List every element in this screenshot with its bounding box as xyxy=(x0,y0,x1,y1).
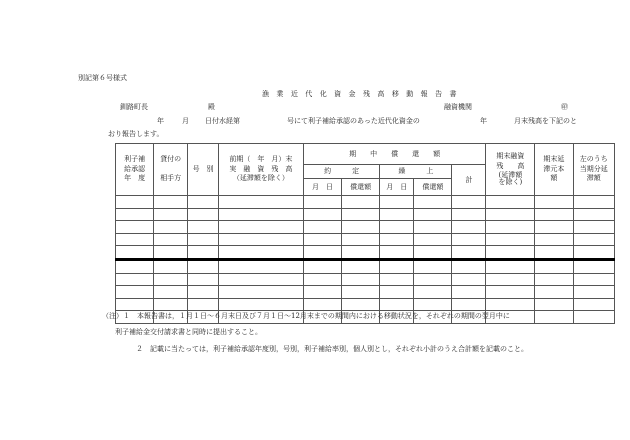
table-cell xyxy=(342,233,380,246)
table-cell xyxy=(380,298,414,311)
honorific: 殿 xyxy=(208,103,215,111)
table-cell xyxy=(414,259,452,273)
header-scheduled-amount: 償還額 xyxy=(342,179,380,196)
table-cell xyxy=(218,273,303,286)
header-borrower: 貸付の 相手方 xyxy=(154,144,188,196)
table-cell xyxy=(188,273,219,286)
table-cell xyxy=(188,259,219,273)
table-row xyxy=(116,208,615,221)
table-row xyxy=(116,233,615,246)
table-cell xyxy=(218,286,303,299)
header-end-balance: 期末融資 残 高 (延滞額 を除く) xyxy=(486,144,535,196)
note-1-line-1: （注）１ 本報告書は，１月１日～６月末日及び７月１日～12月末までの期間内における移動状況を，それぞれの期間の翌月中に xyxy=(102,312,510,320)
table-cell xyxy=(188,233,219,246)
table-cell xyxy=(154,298,188,311)
addressee: 釧路町長 xyxy=(120,103,148,111)
table-cell xyxy=(154,286,188,299)
table-cell xyxy=(486,286,535,299)
table-cell xyxy=(573,298,615,311)
body-year: 年 xyxy=(157,117,164,125)
table-cell xyxy=(154,233,188,246)
table-cell xyxy=(535,273,573,286)
table-cell xyxy=(218,208,303,221)
form-number: 別記第６号様式 xyxy=(78,74,127,82)
seal-mark: ㊞ xyxy=(561,103,568,111)
table-cell xyxy=(218,196,303,209)
table-cell xyxy=(342,196,380,209)
table-cell xyxy=(414,208,452,221)
body-month-end: 月末残高を下記のと xyxy=(514,117,577,125)
table-cell xyxy=(414,246,452,260)
table-cell xyxy=(535,246,573,260)
table-cell xyxy=(573,221,615,234)
table-cell xyxy=(116,259,154,273)
table-cell xyxy=(342,246,380,260)
table-cell xyxy=(414,273,452,286)
table-cell xyxy=(218,233,303,246)
table-cell xyxy=(342,273,380,286)
table-cell xyxy=(452,259,486,273)
table-cell xyxy=(380,221,414,234)
table-cell xyxy=(535,286,573,299)
table-cell xyxy=(486,273,535,286)
body-line-2: おり報告します。 xyxy=(108,130,164,138)
table-cell xyxy=(452,196,486,209)
table-row xyxy=(116,221,615,234)
table-cell xyxy=(573,286,615,299)
table-cell xyxy=(342,208,380,221)
table-cell xyxy=(303,298,341,311)
table-cell xyxy=(486,233,535,246)
table-cell xyxy=(452,298,486,311)
table-cell xyxy=(380,273,414,286)
table-cell xyxy=(342,286,380,299)
table-cell xyxy=(154,246,188,260)
note-1-line-2: 利子補給金交付請求書と同時に提出すること。 xyxy=(115,328,262,336)
header-total: 計 xyxy=(452,165,486,196)
table-cell xyxy=(486,208,535,221)
table-cell xyxy=(573,246,615,260)
table-cell xyxy=(535,311,573,324)
table-cell xyxy=(535,259,573,273)
table-cell xyxy=(303,221,341,234)
header-number: 号 別 xyxy=(188,144,219,196)
table-cell xyxy=(342,259,380,273)
table-cell xyxy=(188,286,219,299)
table-cell xyxy=(380,233,414,246)
table-row xyxy=(116,298,615,311)
table-cell xyxy=(188,196,219,209)
table-cell xyxy=(414,298,452,311)
table-cell xyxy=(116,208,154,221)
table-cell xyxy=(573,259,615,273)
table-cell xyxy=(154,221,188,234)
table-cell xyxy=(414,233,452,246)
table-cell xyxy=(380,208,414,221)
table-cell xyxy=(188,208,219,221)
table-cell xyxy=(535,233,573,246)
table-cell xyxy=(486,298,535,311)
body-middle: 号にて利子補給承認のあった近代化資金の xyxy=(287,117,420,125)
table-cell xyxy=(218,298,303,311)
table-cell xyxy=(486,196,535,209)
table-cell xyxy=(486,221,535,234)
table-cell xyxy=(116,286,154,299)
header-period-repayment: 期 中 償 還 額 xyxy=(303,144,486,165)
table-cell xyxy=(452,233,486,246)
report-table xyxy=(115,143,615,324)
table-cell xyxy=(535,221,573,234)
table-cell xyxy=(452,221,486,234)
table-cell xyxy=(218,221,303,234)
table-cell xyxy=(116,221,154,234)
body-month: 月 xyxy=(182,117,189,125)
table-cell xyxy=(380,196,414,209)
table-cell xyxy=(414,286,452,299)
table-cell xyxy=(188,221,219,234)
table-cell xyxy=(154,273,188,286)
table-cell xyxy=(188,298,219,311)
table-cell xyxy=(303,233,341,246)
table-cell xyxy=(154,208,188,221)
table-cell xyxy=(414,221,452,234)
table-cell xyxy=(218,259,303,273)
table-cell xyxy=(380,259,414,273)
table-row xyxy=(116,273,615,286)
table-cell xyxy=(535,196,573,209)
body-year-2: 年 xyxy=(480,117,487,125)
header-overdue-principal: 期末延 滞元本 額 xyxy=(535,144,573,196)
header-current-overdue: 左のうち 当期分延 滞額 xyxy=(573,144,615,196)
table-cell xyxy=(188,246,219,260)
table-cell xyxy=(154,196,188,209)
table-cell xyxy=(303,208,341,221)
table-cell xyxy=(116,273,154,286)
table-cell xyxy=(303,246,341,260)
bank-label: 融資機関 xyxy=(444,103,472,111)
header-early: 繰 上 xyxy=(380,165,452,179)
table-row xyxy=(116,196,615,209)
table-row xyxy=(116,246,615,260)
header-early-date: 月 日 xyxy=(380,179,414,196)
table-cell xyxy=(303,286,341,299)
table-cell xyxy=(452,273,486,286)
table-cell xyxy=(486,246,535,260)
table-cell xyxy=(116,233,154,246)
table-cell xyxy=(573,233,615,246)
table-cell xyxy=(573,196,615,209)
header-scheduled: 約 定 xyxy=(303,165,379,179)
header-prior-balance: 前期（ 年 月）末 実 融 資 残 高 （延滞額を除く） xyxy=(218,144,303,196)
table-cell xyxy=(303,273,341,286)
table-cell xyxy=(573,311,615,324)
table-row xyxy=(116,259,615,273)
table-cell xyxy=(303,259,341,273)
table-cell xyxy=(342,298,380,311)
table-cell xyxy=(573,273,615,286)
table-cell xyxy=(573,208,615,221)
table-row xyxy=(116,286,615,299)
document-title: 漁 業 近 代 化 資 金 残 高 移 動 報 告 書 xyxy=(262,90,460,98)
header-scheduled-date: 月 日 xyxy=(303,179,341,196)
table-cell xyxy=(303,196,341,209)
table-cell xyxy=(380,286,414,299)
table-cell xyxy=(535,208,573,221)
body-date-prefix: 日付水経第 xyxy=(205,117,240,125)
header-early-amount: 償還額 xyxy=(414,179,452,196)
table-cell xyxy=(452,286,486,299)
table-cell xyxy=(342,221,380,234)
note-2: ２ 記載に当たっては，利子補給承認年度別，号別，利子補給率別，個人別とし，それぞれ小計のうえ合計額を記載のこと。 xyxy=(136,345,528,353)
table-cell xyxy=(414,196,452,209)
table-cell xyxy=(380,246,414,260)
header-approval-year: 利子補 給承認 年 度 xyxy=(116,144,154,196)
table-cell xyxy=(218,246,303,260)
table-cell xyxy=(154,259,188,273)
table-cell xyxy=(535,298,573,311)
table-cell xyxy=(452,246,486,260)
table-cell xyxy=(452,208,486,221)
table-cell xyxy=(486,259,535,273)
table-cell xyxy=(116,196,154,209)
table-cell xyxy=(116,298,154,311)
table-cell xyxy=(116,246,154,260)
